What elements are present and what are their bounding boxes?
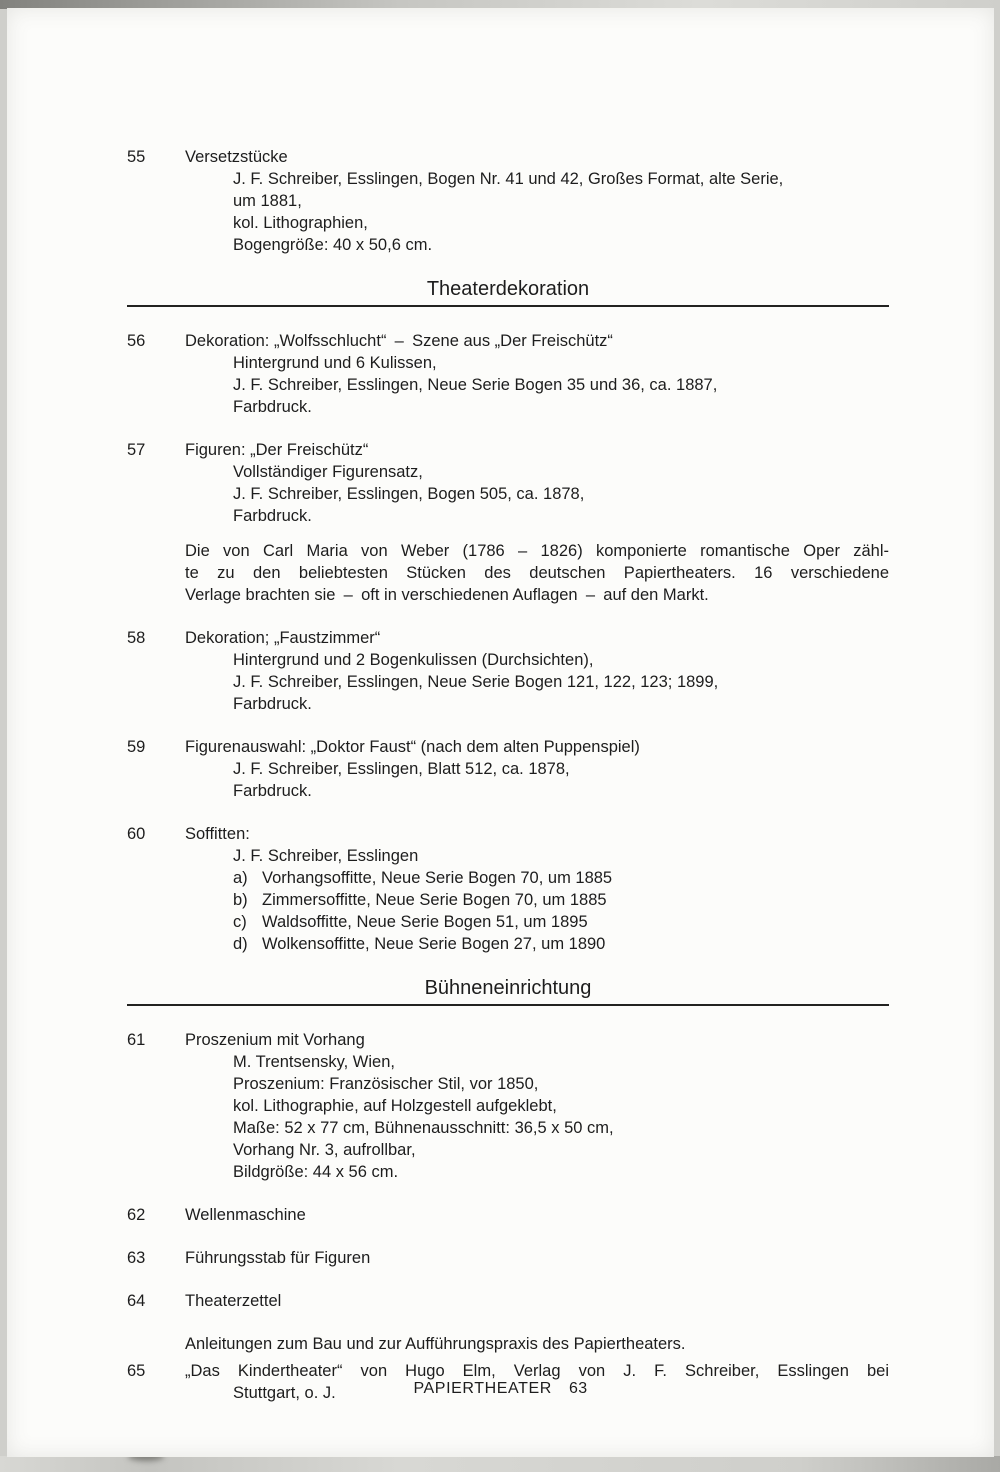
- entry-details: [233, 168, 889, 256]
- entry-number: 58: [127, 629, 146, 647]
- catalog-entry-64: [127, 1290, 889, 1312]
- entry-number-empty: [127, 1333, 185, 1355]
- entry-details: [233, 1051, 889, 1183]
- entry-detail-line: Bogengröße: 40 x 50,6 cm.: [233, 236, 433, 254]
- entry-body: [185, 823, 889, 955]
- entry-detail-line: Maße: 52 x 77 cm, Bühnenausschnitt: 36,5 x 50 cm,: [233, 1119, 614, 1137]
- entry-detail-line: Farbdruck.: [233, 695, 312, 713]
- note-line: te zu den beliebtesten Stücken des deutschen Papiertheaters. 16 verschiedene: [185, 564, 889, 582]
- catalog-entry-61: [127, 1029, 889, 1183]
- section-heading-theaterdekoration: [127, 277, 889, 307]
- entry-body: [185, 1204, 889, 1226]
- catalog-entry-56: [127, 330, 889, 418]
- footer-label: PAPIERTHEATER: [413, 1380, 552, 1397]
- note-line: Die von Carl Maria von Weber (1786 – 1826) komponierte romantische Oper zähl-: [185, 542, 889, 560]
- item-letter: d): [233, 935, 248, 953]
- item-text: Waldsoffitte, Neue Serie Bogen 51, um 1895: [262, 913, 588, 931]
- entry-title: Soffitten:: [185, 825, 250, 843]
- entry-body: [185, 627, 889, 715]
- entry-body: [185, 1290, 889, 1312]
- entry-title: Wellenmaschine: [185, 1206, 306, 1224]
- entry-number: 55: [127, 148, 146, 166]
- entry-title: Theaterzettel: [185, 1292, 282, 1310]
- entry-detail-line: kol. Lithographie, auf Holzgestell aufgeklebt,: [233, 1097, 557, 1115]
- entry-title: Versetzstücke: [185, 148, 288, 166]
- entry-detail-line: Bildgröße: 44 x 56 cm.: [233, 1163, 399, 1181]
- entry-detail-line: J. F. Schreiber, Esslingen, Neue Serie Bogen 35 und 36, ca. 1887,: [233, 376, 718, 394]
- entry-body: [185, 736, 889, 802]
- catalog-entry-62: [127, 1204, 889, 1226]
- intro-paragraph: Anleitungen zum Bau und zur Aufführungspraxis des Papiertheaters.: [185, 1335, 686, 1353]
- entry-detail-line: Farbdruck.: [233, 398, 312, 416]
- entry-detail-line: Hintergrund und 6 Kulissen,: [233, 354, 437, 372]
- entry-number: 62: [127, 1206, 146, 1224]
- entry-title: Dekoration: „Wolfsschlucht“ – Szene aus „Der Freischütz“: [185, 332, 613, 350]
- entry-number: 63: [127, 1249, 146, 1267]
- lettered-item: [233, 867, 889, 889]
- entry-detail-line: um 1881,: [233, 192, 302, 210]
- note-line: Verlage brachten sie – oft in verschiedenen Auflagen – auf den Markt.: [185, 586, 709, 604]
- entry-number: 60: [127, 825, 146, 843]
- entry-title: Figurenauswahl: „Doktor Faust“ (nach dem alten Puppenspiel): [185, 738, 640, 756]
- entry-body: [185, 1247, 889, 1269]
- entry-title: Proszenium mit Vorhang: [185, 1031, 365, 1049]
- entry-title: „Das Kindertheater“ von Hugo Elm, Verlag von J. F. Schreiber, Esslingen bei: [185, 1362, 889, 1380]
- entry-number: 56: [127, 332, 146, 350]
- footer-page-number: 63: [568, 1380, 588, 1397]
- section-heading-text: Theaterdekoration: [426, 278, 590, 300]
- entry-number: 59: [127, 738, 146, 756]
- section-heading-buehneneinrichtung: [127, 976, 889, 1006]
- entry-detail-line: Vorhang Nr. 3, aufrollbar,: [233, 1141, 416, 1159]
- item-text: Wolkensoffitte, Neue Serie Bogen 27, um 1890: [262, 935, 606, 953]
- entry-detail-line: J. F. Schreiber, Esslingen, Bogen Nr. 41 und 42, Großes Format, alte Serie,: [233, 170, 784, 188]
- page-footer: [7, 1380, 994, 1398]
- catalog-content: [127, 146, 889, 1425]
- item-letter: a): [233, 869, 248, 887]
- entry-detail-line: Stuttgart, o. J.: [233, 1384, 336, 1402]
- catalog-entry-57: [127, 439, 889, 606]
- entry-title: Führungsstab für Figuren: [185, 1249, 371, 1267]
- entry-details: [233, 461, 889, 527]
- entry-detail-line: J. F. Schreiber, Esslingen, Bogen 505, ca. 1878,: [233, 485, 585, 503]
- entry-details: [233, 758, 889, 802]
- entry-detail-line: Vollständiger Figurensatz,: [233, 463, 423, 481]
- entry-detail-line: kol. Lithographien,: [233, 214, 368, 232]
- catalog-entry-59: [127, 736, 889, 802]
- entry-detail-line: J. F. Schreiber, Esslingen, Neue Serie Bogen 121, 122, 123; 1899,: [233, 673, 719, 691]
- entry-detail-line: Farbdruck.: [233, 507, 312, 525]
- catalog-entry-58: [127, 627, 889, 715]
- entry-number: 61: [127, 1031, 146, 1049]
- section-heading-text: Bühneneinrichtung: [424, 977, 592, 999]
- item-text: Zimmersoffitte, Neue Serie Bogen 70, um 1885: [262, 891, 607, 909]
- item-text: Vorhangsoffitte, Neue Serie Bogen 70, um 1885: [262, 869, 613, 887]
- entry-detail-line: M. Trentsensky, Wien,: [233, 1053, 395, 1071]
- lettered-item: [233, 933, 889, 955]
- entry-detail-line: J. F. Schreiber, Esslingen, Blatt 512, ca. 1878,: [233, 760, 570, 778]
- entry-body: [185, 1029, 889, 1183]
- catalog-entry-55: [127, 146, 889, 256]
- item-letter: b): [233, 891, 248, 909]
- entry-title: Dekoration; „Faustzimmer“: [185, 629, 381, 647]
- entry-detail-line: Hintergrund und 2 Bogenkulissen (Durchsichten),: [233, 651, 594, 669]
- entry-body: [185, 1333, 889, 1355]
- entry-detail-line: J. F. Schreiber, Esslingen: [233, 847, 419, 865]
- item-letter: c): [233, 913, 247, 931]
- entry-body: [185, 439, 889, 606]
- entry-body: [185, 146, 889, 256]
- entry-note: [185, 540, 889, 606]
- entry-details: [233, 845, 889, 955]
- lettered-item: [233, 911, 889, 933]
- lettered-item: [233, 889, 889, 911]
- entry-details: [233, 352, 889, 418]
- entry-title: Figuren: „Der Freischütz“: [185, 441, 369, 459]
- entry-number: 57: [127, 441, 146, 459]
- catalog-entry-63: [127, 1247, 889, 1269]
- entry-detail-line: Proszenium: Französischer Stil, vor 1850,: [233, 1075, 539, 1093]
- entry-details: [233, 649, 889, 715]
- catalog-entry-60: [127, 823, 889, 955]
- entry-body: [185, 330, 889, 418]
- entry-number: 64: [127, 1292, 146, 1310]
- intro-paragraph-row: [127, 1333, 889, 1355]
- scanned-page: [7, 8, 994, 1457]
- entry-detail-line: Farbdruck.: [233, 782, 312, 800]
- entry-number: 65: [127, 1362, 146, 1380]
